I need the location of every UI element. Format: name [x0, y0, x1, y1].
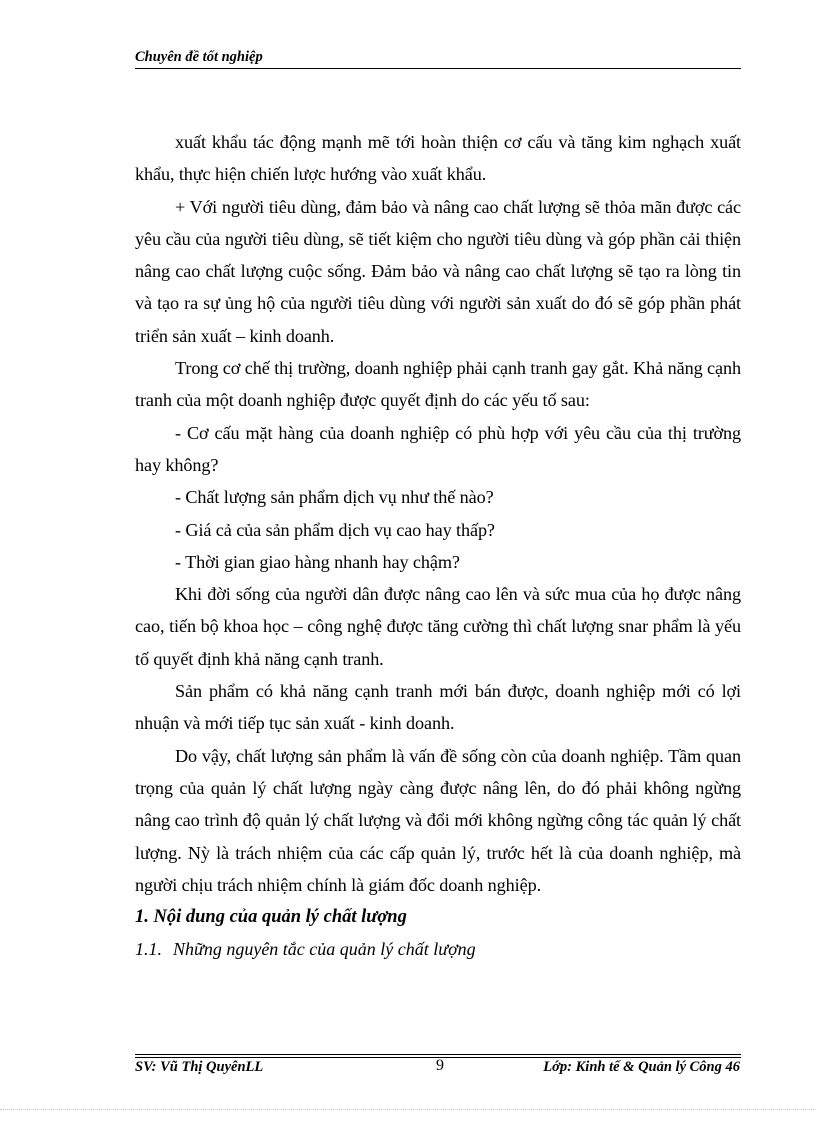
page-number: 9	[436, 1057, 444, 1074]
subsection-title: Những nguyên tắc của quản lý chất lượng	[173, 939, 476, 960]
section-heading: 1. Nội dung của quản lý chất lượng	[135, 907, 407, 928]
header-title: Chuyên đề tốt nghiệp	[135, 49, 263, 65]
paragraph: Sản phẩm có khả năng cạnh tranh mới bán được, doanh nghiệp mới có lợi nhuận và mới tiếp tục sản xuất - kinh doanh.	[135, 681, 741, 734]
paragraph: - Thời gian giao hàng nhanh hay chậm?	[175, 551, 460, 572]
paragraph: + Với người tiêu dùng, đảm bảo và nâng cao chất lượng sẽ thỏa mãn được các yêu cầu của người tiêu dùng, sẽ tiết kiệm cho người tiêu dùng và góp phần cải thiện nâng cao chất lượng cuộc sống. Đảm bảo và nâng cao chất lượng sẽ tạo ra lòng tin và tạo ra sự ủng hộ của người tiêu dùng với người sản xuất do đó sẽ góp phần phát triển sản xuất – kinh doanh.	[135, 196, 741, 346]
document-body	[135, 126, 741, 965]
paragraph: - Chất lượng sản phẩm dịch vụ như thế nào?	[175, 487, 494, 508]
footer-student: SV: Vũ Thị QuyênLL	[135, 1059, 264, 1075]
footer-class: Lớp: Kinh tế & Quản lý Công 46	[543, 1059, 740, 1075]
header-divider	[135, 68, 741, 69]
footer-divider	[135, 1054, 741, 1055]
paragraph: - Giá cả của sản phẩm dịch vụ cao hay thấp?	[175, 519, 495, 540]
paragraph: xuất khẩu tác động mạnh mẽ tới hoàn thiện cơ cấu và tăng kim nghạch xuất khẩu, thực hiện chiến lược hướng vào xuất khẩu.	[135, 132, 741, 185]
paragraph: Trong cơ chế thị trường, doanh nghiệp phải cạnh tranh gay gắt. Khả năng cạnh tranh của một doanh nghiệp được quyết định do các yếu tố sau:	[135, 358, 741, 411]
subsection-number: 1.1.	[135, 939, 162, 960]
paragraph: Khi đời sống của người dân được nâng cao lên và sức mua của họ được nâng cao, tiến bộ khoa học – công nghệ được tăng cường thì chất lượng snar phẩm là yếu tố quyết định khả năng cạnh tranh.	[135, 584, 741, 669]
paragraph: Do vậy, chất lượng sản phẩm là vấn đề sống còn của doanh nghiệp. Tầm quan trọng của quản lý chất lượng ngày càng được nâng lên, do đó phải không ngừng nâng cao trình độ quản lý chất lượng và đổi mới không ngừng công tác quản lý chất lượng. Nỳ là trách nhiệm của các cấp quản lý, trước hết là của doanh nghiệp, mà người chịu trách nhiệm chính là giám đốc doanh nghiệp.	[135, 745, 741, 895]
subsection-heading	[135, 933, 741, 965]
page-edge-dotted-line	[0, 1109, 816, 1110]
paragraph: - Cơ cấu mặt hàng của doanh nghiệp có phù hợp với yêu cầu của thị trường hay không?	[135, 422, 741, 475]
